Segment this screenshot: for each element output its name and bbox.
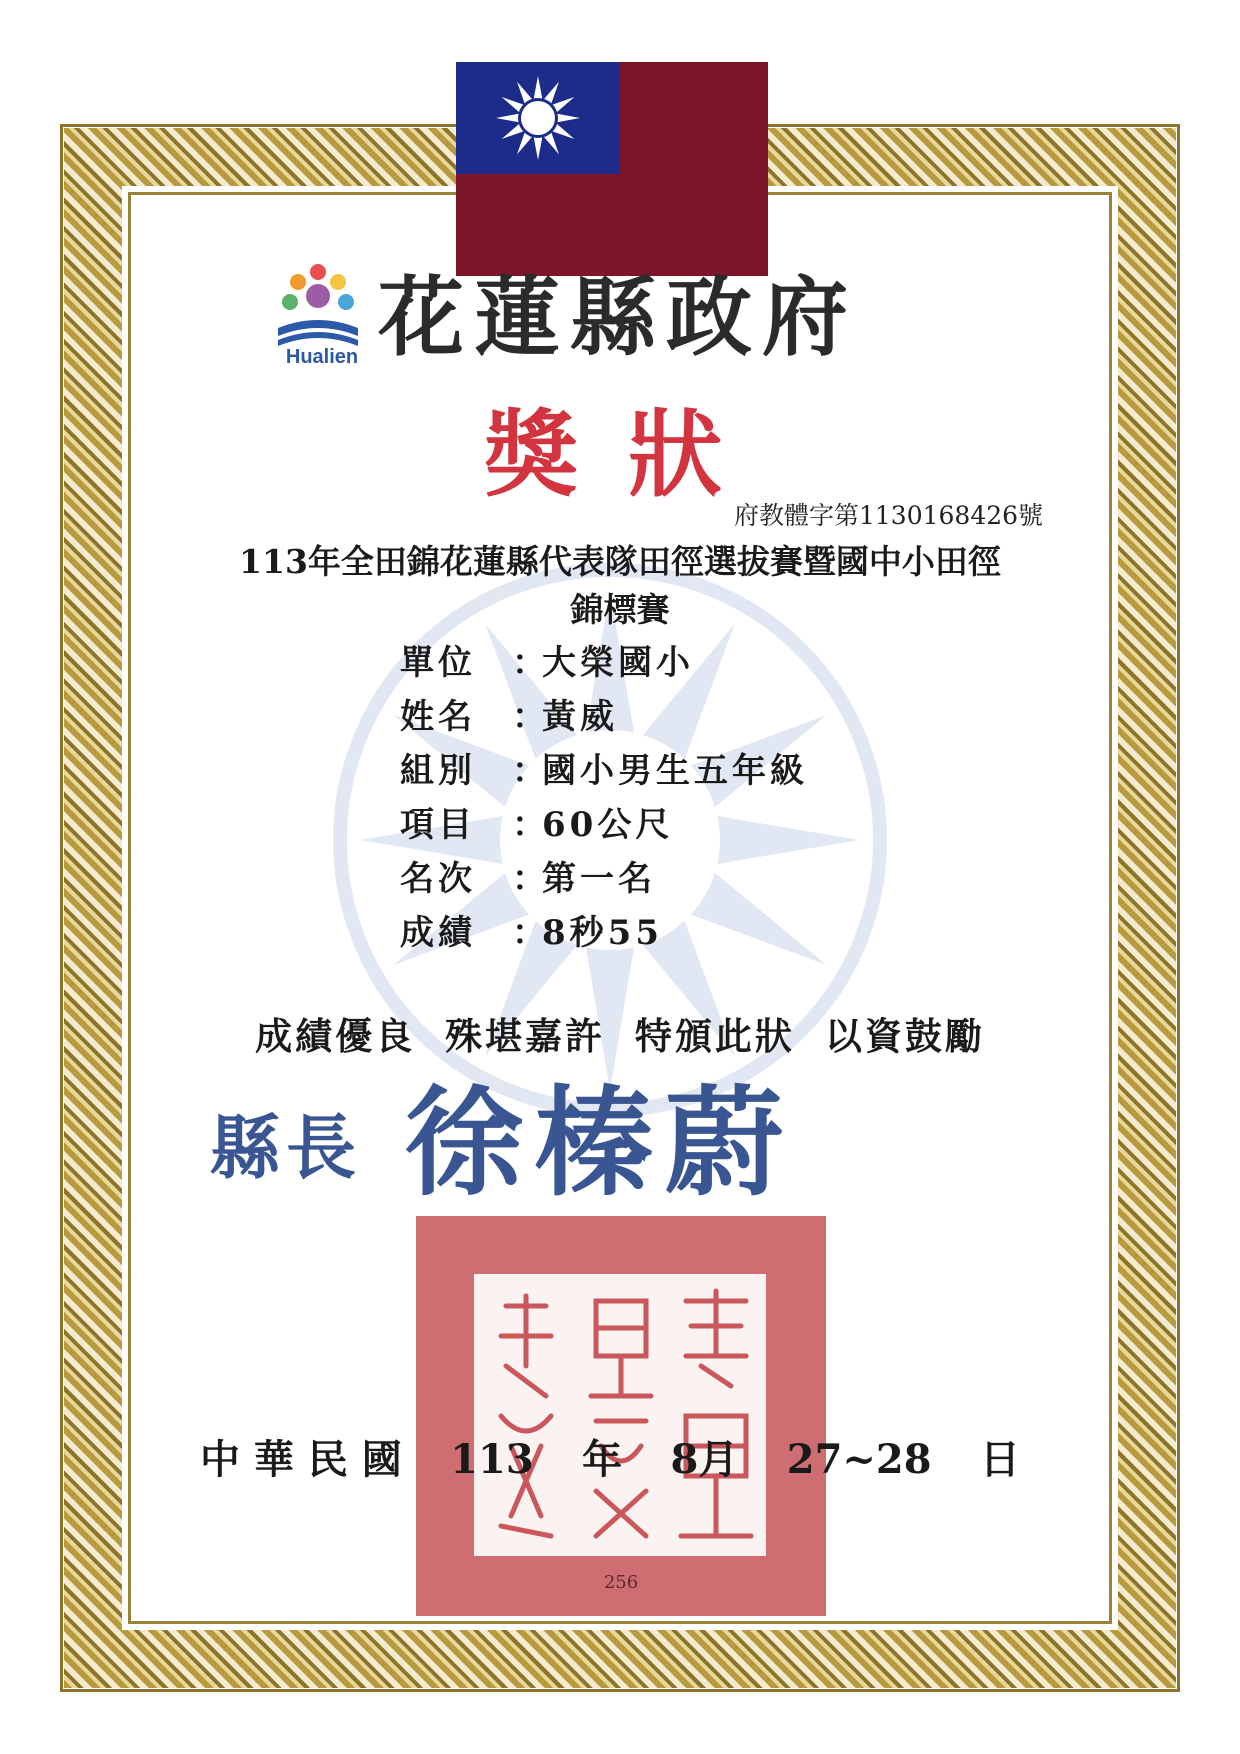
event-title-line-1: 113年全田錦花蓮縣代表隊田徑選拔賽暨國中小田徑 xyxy=(239,542,1001,581)
document-number: 府教體字第1130168426號 xyxy=(734,501,1044,530)
commendation-text: 成績優良 殊堪嘉許 特頒此狀 以資鼓勵 xyxy=(255,1014,985,1058)
detail-value: 國小男生五年級 xyxy=(542,751,808,791)
detail-row-result: 成績 ： 8秒55 xyxy=(400,906,900,960)
detail-row-unit: 單位 ： 大榮國小 xyxy=(400,636,900,690)
issue-date xyxy=(200,1430,1020,1490)
sun-ray xyxy=(496,113,521,122)
logo-text: Hualien xyxy=(285,346,359,368)
detail-label: 單位 xyxy=(400,643,476,683)
national-flag-icon xyxy=(456,62,768,276)
detail-label: 姓名 xyxy=(400,697,476,737)
detail-label: 組別 xyxy=(400,751,476,791)
magistrate-title: 縣長 xyxy=(210,1106,362,1189)
detail-label: 成績 xyxy=(400,913,476,953)
award-title: 獎狀 xyxy=(484,400,773,510)
event-title-line-2: 錦標賽 xyxy=(570,590,670,629)
detail-row-rank: 名次 ： 第一名 xyxy=(400,852,900,906)
detail-value: 黃威 xyxy=(542,697,618,737)
date-era: 中 華 民 國 xyxy=(200,1436,402,1483)
government-name: 花蓮縣政府 xyxy=(378,267,858,368)
magistrate-name: 徐榛蔚 xyxy=(405,1073,796,1212)
event-title xyxy=(150,538,1090,634)
detail-label: 項目 xyxy=(400,805,476,845)
detail-row-event: 項目 ： 60公尺 xyxy=(400,798,900,852)
date-day-unit: 日 xyxy=(980,1436,1020,1483)
date-month: 8月 xyxy=(670,1436,739,1483)
sun-ray xyxy=(533,76,542,101)
detail-value: 第一名 xyxy=(542,859,656,899)
detail-value: 60公尺 xyxy=(542,805,674,845)
seal-number: 256 xyxy=(603,1572,639,1593)
date-days: 27~28 xyxy=(786,1436,932,1483)
award-details xyxy=(400,636,900,960)
sun-ray xyxy=(555,113,580,122)
detail-row-group: 組別 ： 國小男生五年級 xyxy=(400,744,900,798)
date-year: 113 xyxy=(450,1436,534,1483)
detail-value: 大榮國小 xyxy=(542,643,694,683)
date-year-unit: 年 xyxy=(582,1436,623,1483)
detail-row-name: 姓名 ： 黃威 xyxy=(400,690,900,744)
detail-value: 8秒55 xyxy=(542,913,663,953)
detail-label: 名次 xyxy=(400,859,476,899)
sun-ray xyxy=(533,135,542,160)
official-seal-icon xyxy=(416,1216,826,1616)
